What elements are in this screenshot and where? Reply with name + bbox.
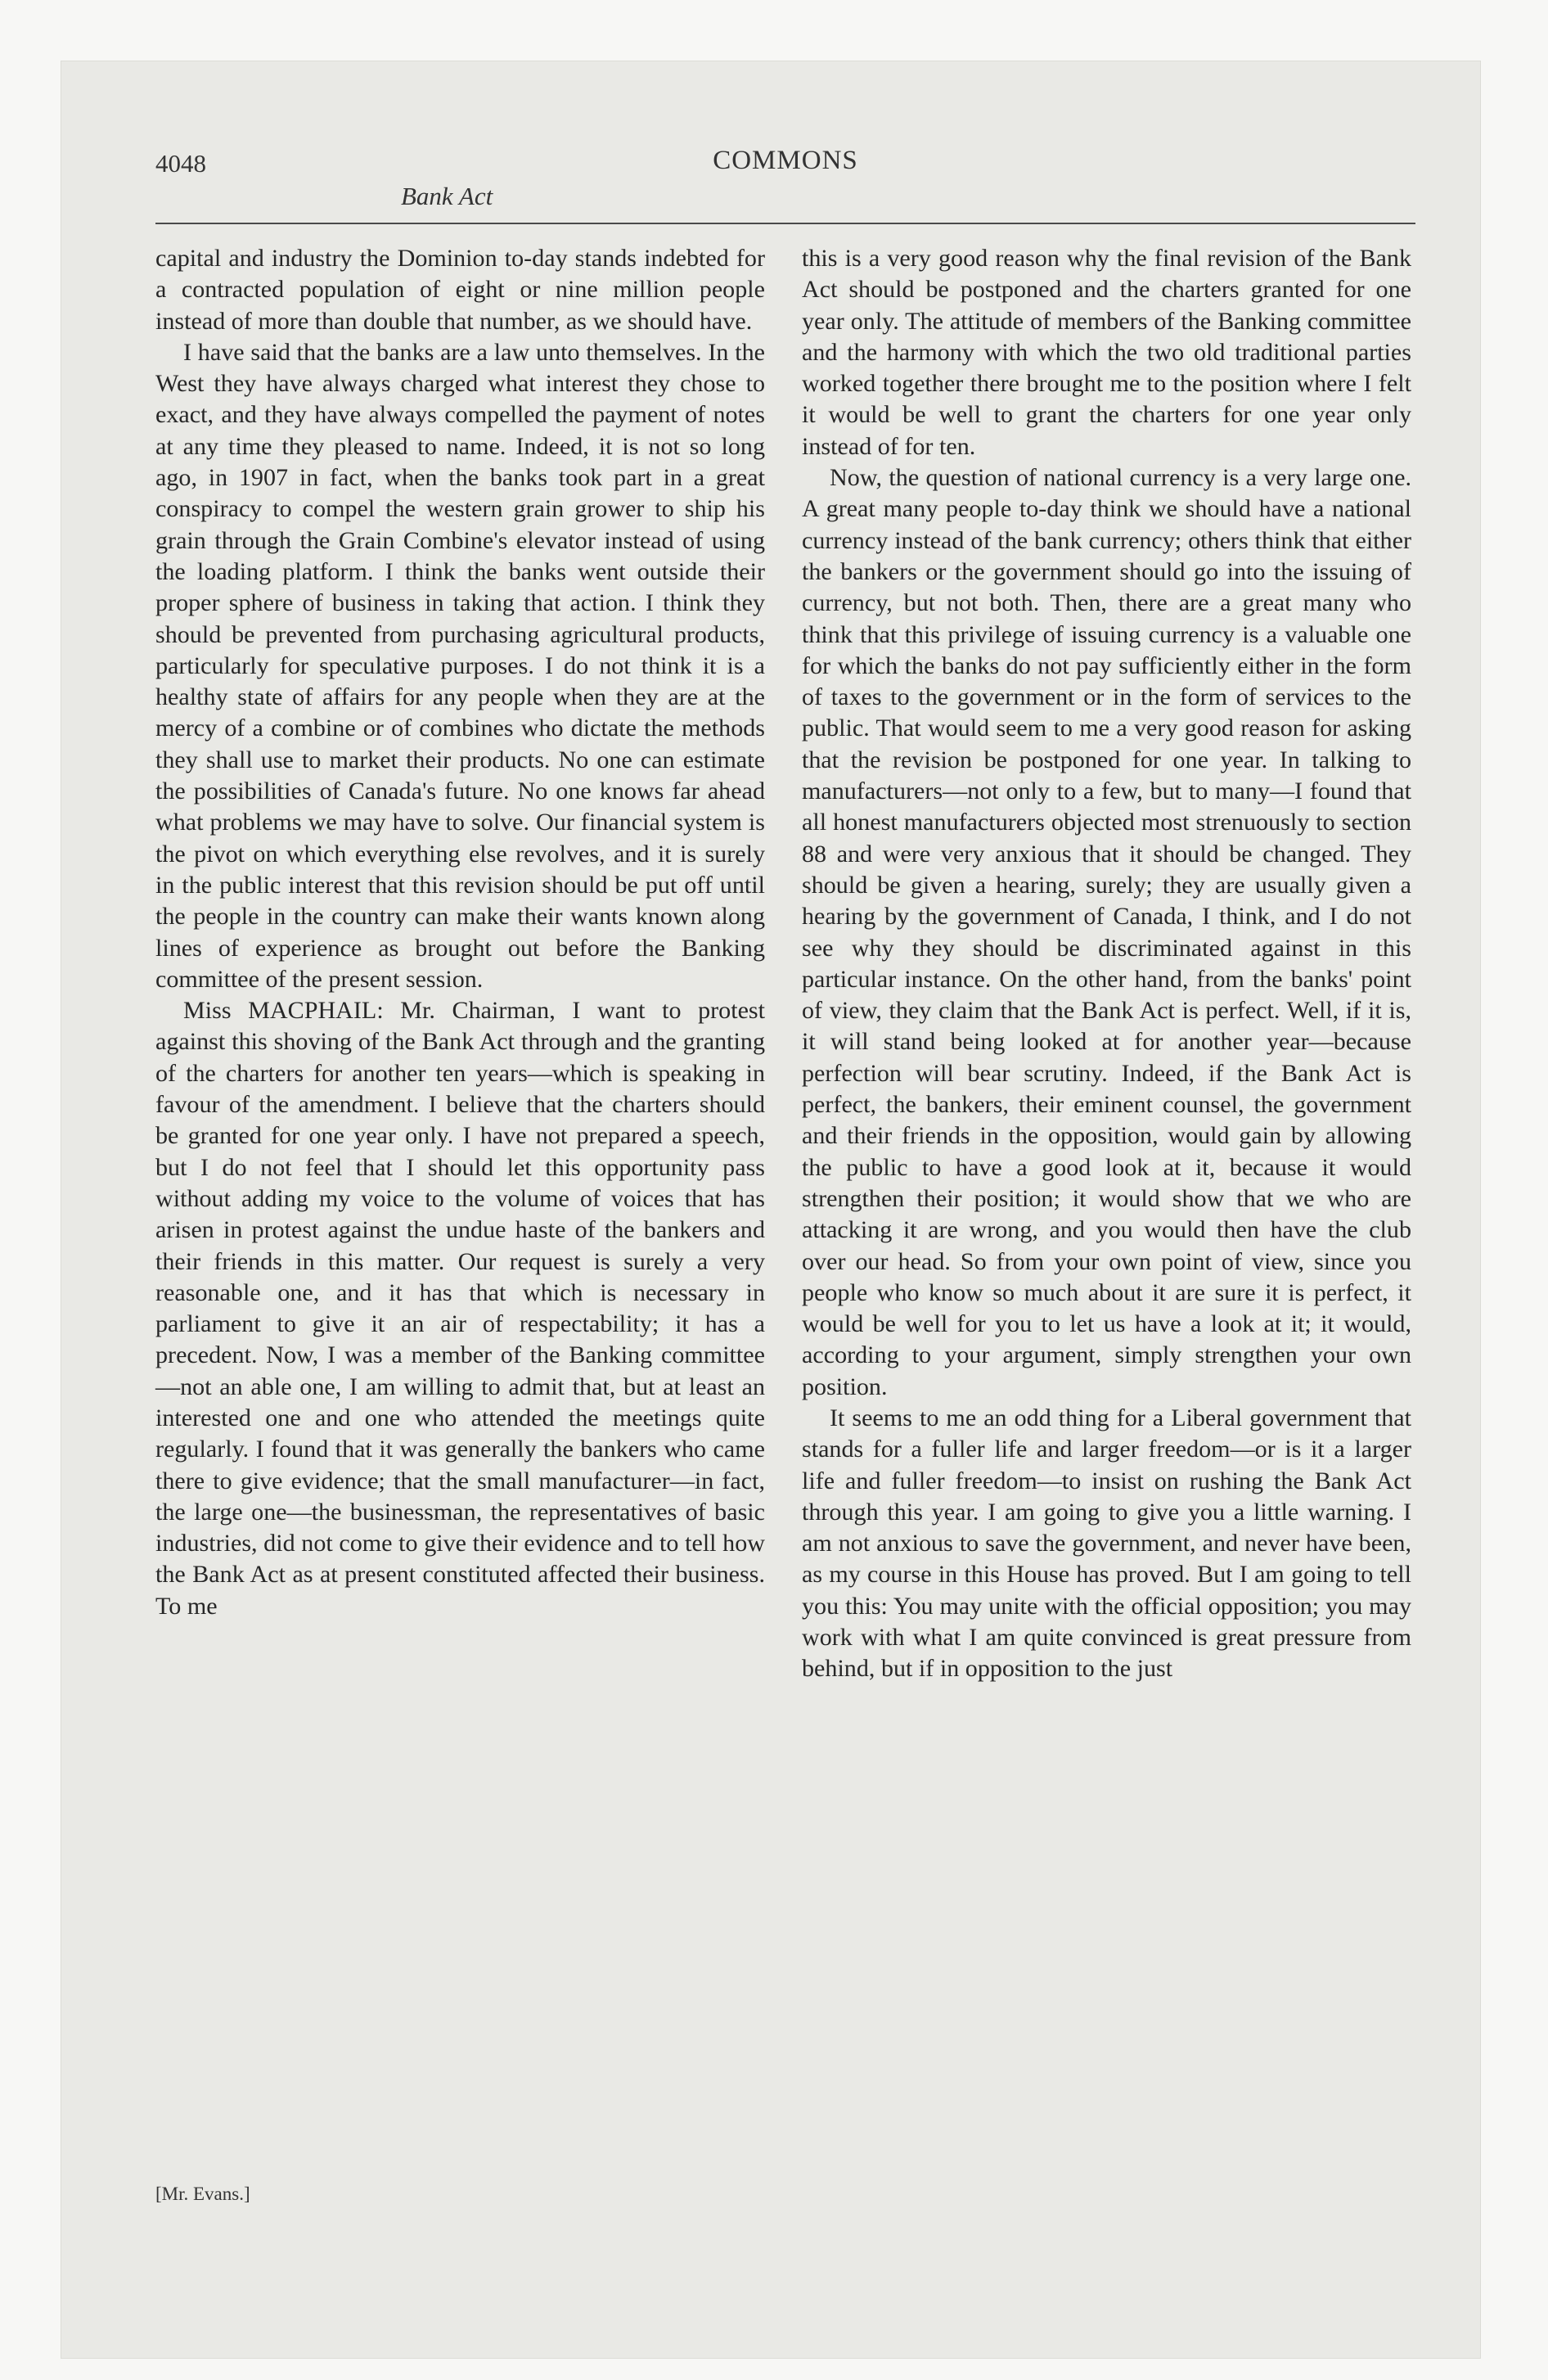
running-head: COMMONS [713,146,858,175]
right-column [802,242,1411,1684]
page-number: 4048 [155,149,206,178]
speaker-reference: [Mr. Evans.] [155,2184,250,2204]
left-column [155,242,765,1621]
page-header [155,139,1415,188]
paragraph: Now, the question of national currency is a very large one. A great many people to-day think we should have a national currency instead of the bank currency; others think that either the bankers or the government should go into the issuing of currency, but not both. Then, there are a great many who think that this privilege of issuing currency is a valuable one for which the banks do not pay sufficiently either in the form of taxes to the government or in the form of services to the public. That would seem to me a very good reason for asking that the revision be postponed for one year. In talking to manufacturers—not only to a few, but to many—I found that all honest manufacturers objected most strenuously to section 88 and were very anxious that it should be changed. They should be given a hearing, surely; they are usually given a hearing by the government of Canada, I think, and I do not see why they should be discriminated against in this particular instance. On the other hand, from the banks' point of view, they claim that the Bank Act is perfect. Well, if it is, it will stand being looked at for another year—because perfection will bear scrutiny. Indeed, if the Bank Act is perfect, the bankers, their eminent counsel, the government and their friends in the opposition, would gain by allowing the public to have a good look at it, because it would strengthen their position; it would show that we who are attacking it are wrong, and you would then have the club over our head. So from your own point of view, since you people who know so much about it are sure it is perfect, it would be well for you to let us have a look at it; it would, according to your argument, simply strengthen your own position. [802,463,1411,1400]
paragraph: I have said that the banks are a law unto themselves. In the West they have always charged what interest they chose to exact, and they have always compelled the payment of notes at any time they pleased to name. Indeed, it is not so long ago, in 1907 in fact, when the banks took part in a great conspiracy to compel the western grain grower to ship his grain through the Grain Combine's elevator instead of using the loading platform. I think the banks went outside their proper sphere of business in taking that action. I think they should be prevented from purchasing agricultural products, particularly for speculative purposes. I do not think it is a healthy state of affairs for any people when they are at the mercy of a combine or of combines who dictate the methods they shall use to market their products. No one can estimate the possibilities of Canada's future. No one knows far ahead what problems we may have to solve. Our financial system is the pivot on which everything else revolves, and it is surely in the public interest that this revision should be put off until the people in the country can make their wants known along lines of experience as brought out before the Banking committee of the present session. [155,337,765,993]
paragraph: Miss MACPHAIL: Mr. Chairman, I want to protest against this shoving of the Bank Act through and the granting of the charters for another ten years—which is speaking in favour of the amendment. I believe that the charters should be granted for one year only. I have not prepared a speech, but I do not feel that I should let this opportunity pass without adding my voice to the volume of voices that has arisen in protest against the undue haste of the bankers and their friends in this matter. Our request is surely a very reasonable one, and it has that which is necessary in parliament to give it an air of respectability; it has a precedent. Now, I was a member of the Banking committee—not an able one, I am willing to admit that, but at least an interested one and one who attended the meetings quite regularly. I found that it was generally the bankers who came there to give evidence; that the small manufacturer—in fact, the large one—the businessman, the representatives of basic industries, did not come to give their evidence and to tell how the Bank Act as at present constituted affected their business. To me [155,996,765,1620]
section-title: Bank Act [401,182,493,210]
paragraph: It seems to me an odd thing for a Liberal government that stands for a fuller life and larger freedom—or is it a larger life and fuller freedom—to insist on rushing the Bank Act through this year. I am going to give you a little warning. I am not anxious to save the government, and never have been, as my course in this House has proved. But I am going to tell you this: You may unite with the official opposition; you may work with what I am quite convinced is great pressure from behind, but if in opposition to the just [802,1403,1411,1683]
paragraph: this is a very good reason why the final revision of the Bank Act should be postponed and the charters granted for one year only. The attitude of members of the Banking committee and the harmony with which the two old traditional parties worked together there brought me to the position where I felt it would be well to grant the charters for one year only instead of for ten. [802,244,1411,460]
header-rule [155,223,1415,224]
paragraph: capital and industry the Dominion to-day stands indebted for a contracted population of eight or nine million people instead of more than double that number, as we should have. [155,244,765,335]
